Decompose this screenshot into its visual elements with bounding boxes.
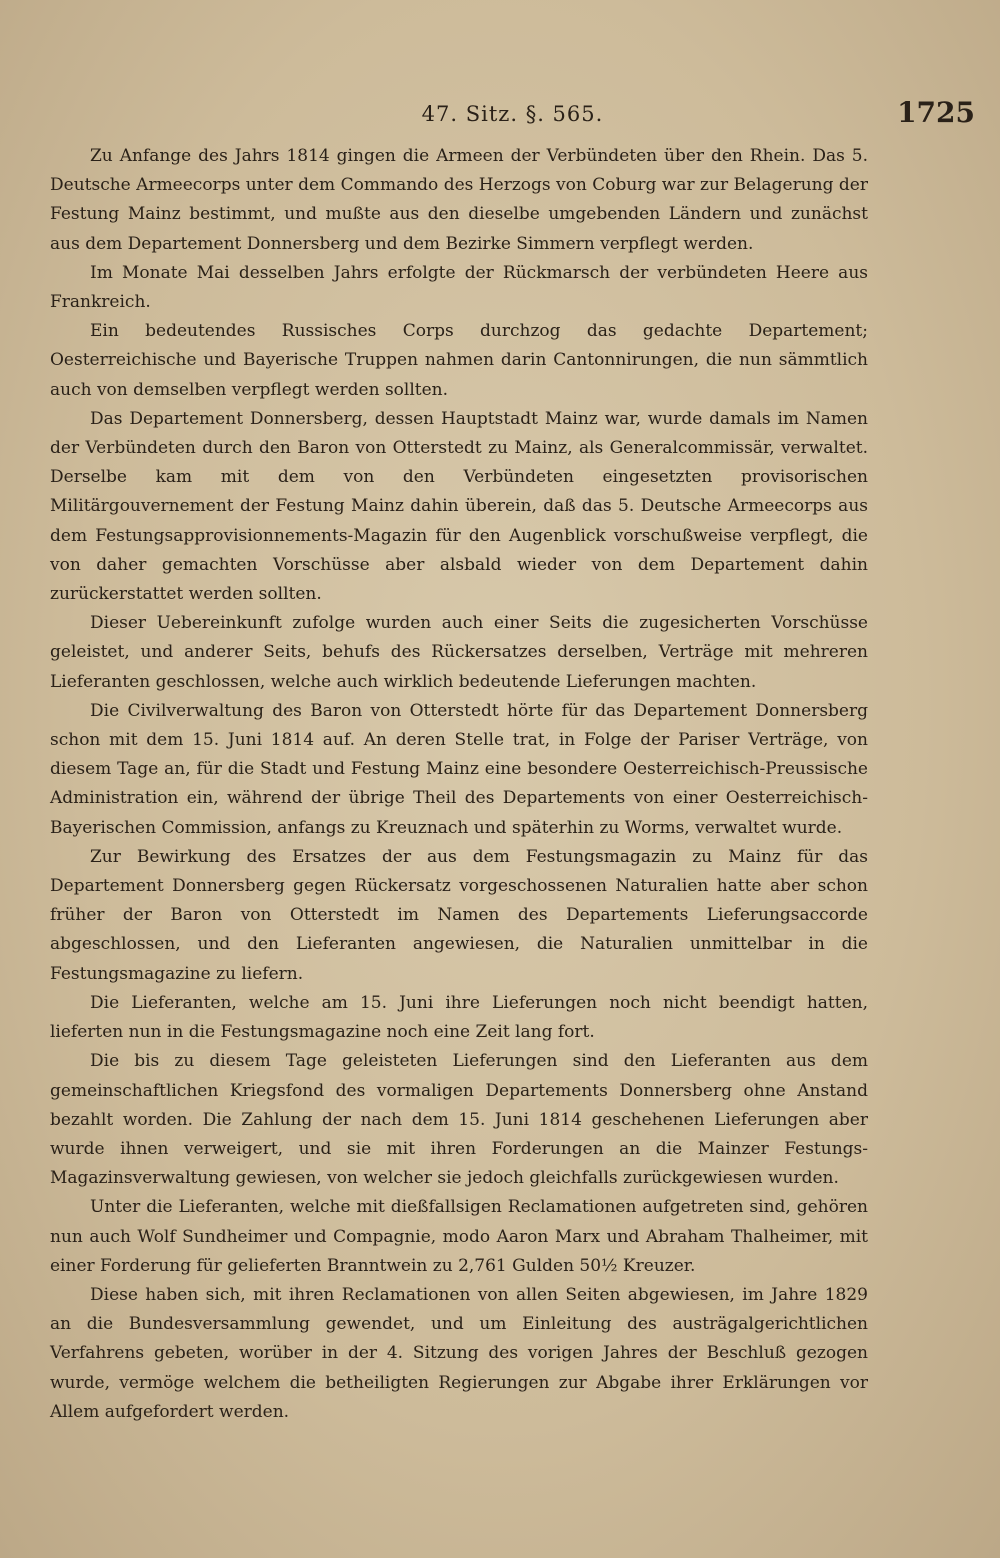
page-header [50, 96, 975, 136]
paragraph: Die Lieferanten, welche am 15. Juni ihre Lieferungen noch nicht beendigt hatten, lieferten nun in die Festungsmagazine noch eine Zeit lang fort. [50, 992, 868, 1043]
paragraph: Im Monate Mai desselben Jahrs erfolgte der Rückmarsch der verbündeten Heere aus Frankreich. [50, 262, 868, 313]
paragraph: Zu Anfange des Jahrs 1814 gingen die Armeen der Verbündeten über den Rhein. Das 5. Deutsche Armeecorps unter dem Commando des Herzogs von Coburg war zur Belagerung der Festung Mainz bestimmt, und mußte aus den dieselbe umgebenden Ländern und zunächst aus dem Departement Donnersberg und dem Bezirke Simmern verpflegt werden. [50, 146, 868, 254]
paragraph: Das Departement Donnersberg, dessen Hauptstadt Mainz war, wurde damals im Namen der Verbündeten durch den Baron von Otterstedt zu Mainz, als Generalcommissär, verwaltet. Derselbe kam mit dem von den Verbündeten eingesetzten provisorischen Militärgouvernement der Festung Mainz dahin überein, daß das 5. Deutsche Armeecorps aus dem Festungsapprovisionnements-Magazin für den Augenblick vorschußweise verpflegt, die von daher gemachten Vorschüsse aber alsbald wieder von dem Departement dahin zurückerstattet werden sollten. [50, 408, 868, 605]
paragraph: Die Civilverwaltung des Baron von Otterstedt hörte für das Departement Donnersberg schon mit dem 15. Juni 1814 auf. An deren Stelle trat, in Folge der Pariser Verträge, von diesem Tage an, für die Stadt und Festung Mainz eine besondere Oesterreichisch-Preussische Administration ein, während der übrige Theil des Departements von einer Oesterreichisch-Bayerischen Commission, anfangs zu Kreuznach und späterhin zu Worms, verwaltet wurde. [50, 700, 868, 838]
running-title: 47. Sitz. §. 565. [421, 102, 604, 126]
paragraph: Die bis zu diesem Tage geleisteten Lieferungen sind den Lieferanten aus dem gemeinschaftlichen Kriegsfond des vormaligen Departements Donnersberg ohne Anstand bezahlt worden. Die Zahlung der nach dem 15. Juni 1814 geschehenen Lieferungen aber wurde ihnen verweigert, und sie mit ihren Forderungen an die Mainzer Festungs-Magazinsverwaltung gewiesen, von welcher sie jedoch gleichfalls zurückgewiesen wurden. [50, 1051, 868, 1189]
paragraph: Ein bedeutendes Russisches Corps durchzog das gedachte Departement; Oesterreichische und Bayerische Truppen nahmen darin Cantonnirungen, die nun sämmtlich auch von demselben verpflegt werden sollten. [50, 321, 868, 400]
paragraph: Unter die Lieferanten, welche mit dießfallsigen Reclamationen aufgetreten sind, gehören nun auch Wolf Sundheimer und Compagnie, modo Aaron Marx und Abraham Thalheimer, mit einer Forderung für gelieferten Branntwein zu 2,761 Gulden 50½ Kreuzer. [50, 1197, 868, 1276]
page-body [50, 142, 868, 1427]
paragraph: Dieser Uebereinkunft zufolge wurden auch einer Seits die zugesicherten Vorschüsse geleistet, und anderer Seits, behufs des Rückersatzes derselben, Verträge mit mehreren Lieferanten geschlossen, welche auch wirklich bedeutende Lieferungen machten. [50, 613, 868, 692]
paragraph: Diese haben sich, mit ihren Reclamationen von allen Seiten abgewiesen, im Jahre 1829 an die Bundesversammlung gewendet, und um Einleitung des austrägalgerichtlichen Verfahrens gebeten, worüber in der 4. Sitzung des vorigen Jahres der Beschluß gezogen wurde, vermöge welchem die betheiligten Regierungen zur Abgabe ihrer Erklärungen vor Allem aufgefordert werden. [50, 1284, 868, 1422]
page-number: 1725 [897, 96, 975, 129]
paragraph: Zur Bewirkung des Ersatzes der aus dem Festungsmagazin zu Mainz für das Departement Donnersberg gegen Rückersatz vorgeschossenen Naturalien hatte aber schon früher der Baron von Otterstedt im Namen des Departements Lieferungsaccorde abgeschlossen, und den Lieferanten angewiesen, die Naturalien unmittelbar in die Festungsmagazine zu liefern. [50, 846, 868, 984]
